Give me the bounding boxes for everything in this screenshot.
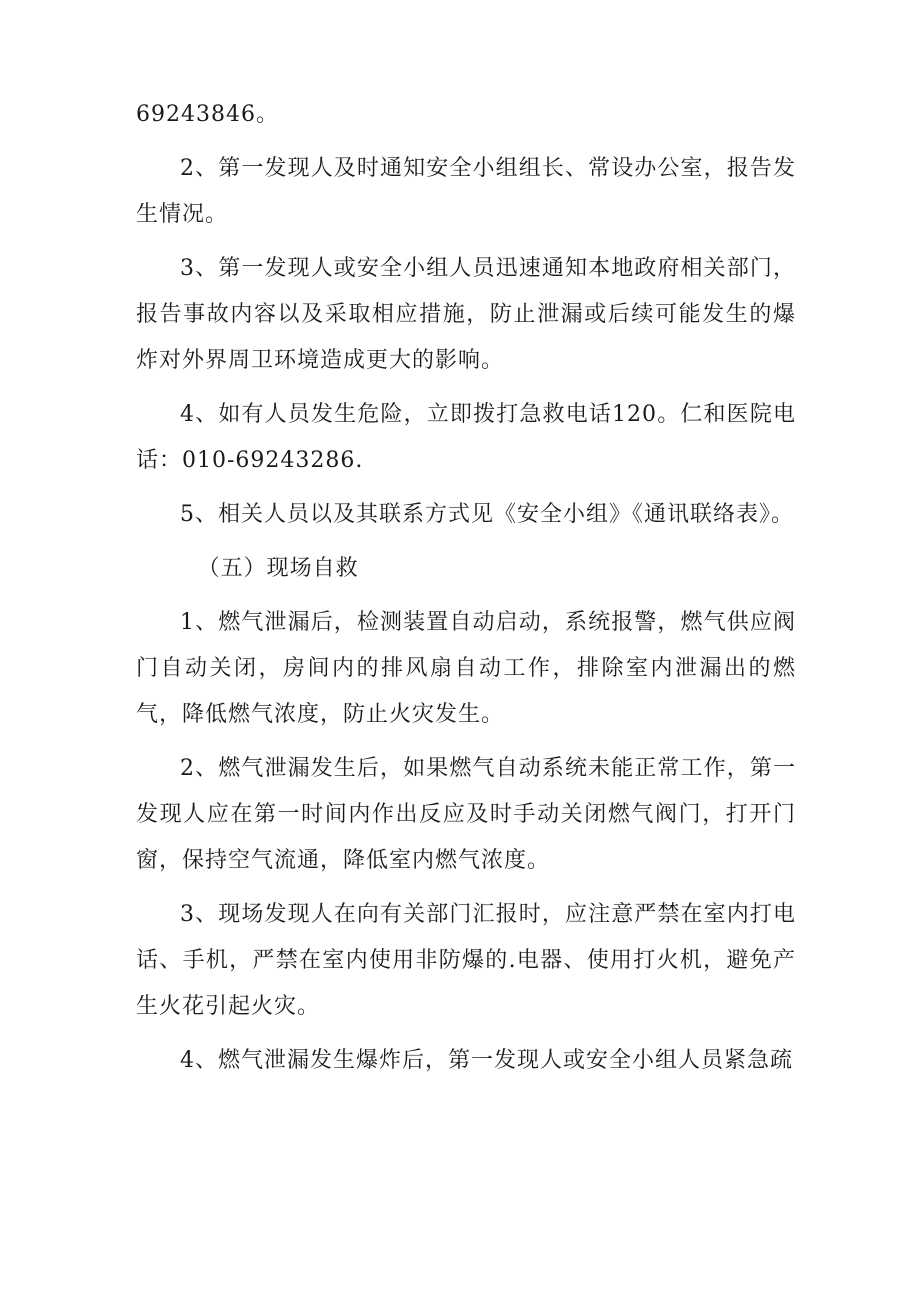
paragraph-self-rescue-3: 3、现场发现人在向有关部门汇报时，应注意严禁在室内打电话、手机，严禁在室内使用非防爆的.电器、使用打火机，避免产生火花引起火灾。 [136,902,796,1019]
paragraph-item-3: 3、第一发现人或安全小组人员迅速通知本地政府相关部门，报告事故内容以及采取相应措施，防止泄漏或后续可能发生的爆炸对外界周卫环境造成更大的影响。 [136,256,796,373]
paragraph-item-4: 4、如有人员发生危险，立即拨打急救电话120。仁和医院电话：010-69243286. [136,402,796,473]
paragraph-self-rescue-4: 4、燃气泄漏发生爆炸后，第一发现人或安全小组人员紧急疏 [180,1048,793,1073]
paragraph-item-2: 2、第一发现人及时通知安全小组组长、常设办公室，报告发生情况。 [136,156,796,227]
paragraph-item-5: 5、相关人员以及其联系方式见《安全小组》《通讯联络表》。 [180,502,794,527]
document-body [136,92,796,1092]
paragraph-self-rescue-1: 1、燃气泄漏后，检测装置自动启动，系统报警，燃气供应阀门自动关闭，房间内的排风扇自动工作，排除室内泄漏出的燃气，降低燃气浓度，防止火灾发生。 [136,610,796,727]
section-heading-self-rescue: （五）现场自救 [197,556,359,581]
paragraph-self-rescue-2: 2、燃气泄漏发生后，如果燃气自动系统未能正常工作，第一发现人应在第一时间内作出反应及时手动关闭燃气阀门，打开门窗，保持空气流通，降低室内燃气浓度。 [136,756,796,873]
paragraph-phone-continuation: 69243846。 [136,102,279,127]
